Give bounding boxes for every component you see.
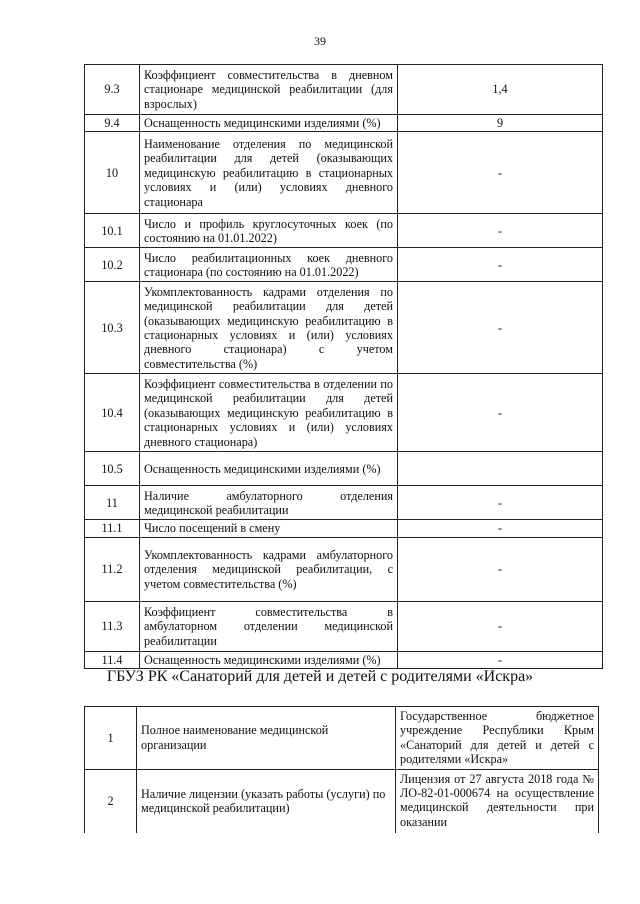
table-row: [85, 520, 603, 537]
row-description: Укомплектованность кадрами отделения по медицинской реабилитации для детей (оказывающих медицинскую реабилитацию в стационарных условиях и (или) условиях дневного стационара) с учетом совместительства (%): [140, 282, 398, 374]
row-value: -: [398, 537, 603, 601]
table-row: [85, 374, 603, 452]
indicators-table: [84, 64, 603, 669]
row-description: Коэффициент совместительства в отделении по медицинской реабилитации для детей (оказывающих медицинскую реабилитацию в стационарных условиях и (или) условиях дневного стационара): [140, 374, 398, 452]
table-row: [85, 282, 603, 374]
row-number: 11.2: [85, 537, 140, 601]
table-row: [85, 65, 603, 115]
section-title: ГБУЗ РК «Санаторий для детей и детей с родителями «Искра»: [106, 668, 534, 685]
row-value: -: [398, 520, 603, 537]
table-row: [85, 452, 603, 486]
row-number: 10.3: [85, 282, 140, 374]
row-number: 1: [85, 707, 137, 770]
row-number: 11.1: [85, 520, 140, 537]
row-description: Коэффициент совместительства в дневном стационаре медицинской реабилитации (для взрослых): [140, 65, 398, 115]
row-number: 10.2: [85, 248, 140, 282]
row-number: 10.4: [85, 374, 140, 452]
row-description: Число и профиль круглосуточных коек (по состоянию на 01.01.2022): [140, 214, 398, 248]
row-description: Наличие амбулаторного отделения медицинской реабилитации: [140, 486, 398, 520]
row-description: Укомплектованность кадрами амбулаторного отделения медицинской реабилитации, с учетом совместительства (%): [140, 537, 398, 601]
page-number: 39: [314, 34, 326, 48]
row-description: Оснащенность медицинскими изделиями (%): [140, 452, 398, 486]
row-description: Оснащенность медицинскими изделиями (%): [140, 115, 398, 132]
row-value: -: [398, 282, 603, 374]
row-value: -: [398, 601, 603, 651]
row-number: 10: [85, 132, 140, 214]
table-row: [85, 248, 603, 282]
row-description: Коэффициент совместительства в амбулаторном отделении медицинской реабилитации: [140, 601, 398, 651]
row-value: -: [398, 214, 603, 248]
row-description: Оснащенность медицинскими изделиями (%): [140, 651, 398, 668]
row-value: 1,4: [398, 65, 603, 115]
table-row: [85, 115, 603, 132]
row-number: 10.5: [85, 452, 140, 486]
row-value-cell: [396, 769, 599, 833]
row-number: 11.4: [85, 651, 140, 668]
row-value: -: [398, 248, 603, 282]
table-row: [85, 707, 599, 770]
table-row: [85, 601, 603, 651]
row-value: -: [398, 486, 603, 520]
row-value: Государственное бюджетное учреждение Республики Крым «Санаторий для детей и детей с родителями «Искра»: [396, 707, 599, 770]
table-row: [85, 651, 603, 668]
row-number: 9.3: [85, 65, 140, 115]
organization-table: [84, 706, 599, 833]
table-row: [85, 214, 603, 248]
row-value: -: [398, 132, 603, 214]
row-value: Лицензия от 27 августа 2018 года № ЛО-82-01-000674 на осуществление медицинской деятельности при оказании: [400, 771, 594, 829]
row-description: Число посещений в смену: [140, 520, 398, 537]
row-value: 9: [398, 115, 603, 132]
table-row: [85, 132, 603, 214]
row-number: 11.3: [85, 601, 140, 651]
row-number: 10.1: [85, 214, 140, 248]
table-row: [85, 486, 603, 520]
row-description: Полное наименование медицинской организации: [137, 707, 396, 770]
row-value: -: [398, 374, 603, 452]
table-row: [85, 537, 603, 601]
row-description: Наименование отделения по медицинской реабилитации для детей (оказывающих медицинскую реабилитацию в стационарных условиях и (или) условиях дневного стационара: [140, 132, 398, 214]
row-number: 11: [85, 486, 140, 520]
row-number: 9.4: [85, 115, 140, 132]
row-value: [398, 452, 603, 486]
row-value: -: [398, 651, 603, 668]
row-number: 2: [85, 769, 137, 833]
row-description: Наличие лицензии (указать работы (услуги) по медицинской реабилитации): [137, 769, 396, 833]
row-description: Число реабилитационных коек дневного стационара (по состоянию на 01.01.2022): [140, 248, 398, 282]
table-row: [85, 769, 599, 833]
